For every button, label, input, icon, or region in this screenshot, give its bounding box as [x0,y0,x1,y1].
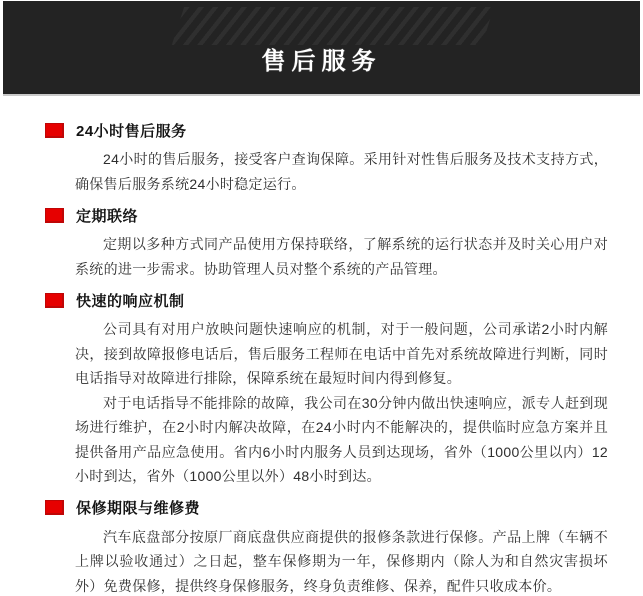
title-banner [3,1,640,96]
section-warranty-fees [45,498,608,596]
section-heading-row [45,498,608,518]
section-regular-contact [45,205,608,281]
section-heading: 快速的响应机制 [76,292,185,310]
banner-watermark [172,7,494,45]
section-heading-row [45,205,608,225]
section-heading-row [45,120,608,140]
section-paragraph: 定期以多种方式同产品使用方保持联络，了解系统的运行状态并及时关心用户对系统的进一步需求。协助管理人员对整个系统的产品管理。 [75,236,608,277]
section-paragraph: 汽车底盘部分按原厂商底盘供应商提供的报修条款进行保修。产品上牌（车辆不上牌以验收通过）之日起，整车保修期为一年，保修期内（除人为和自然灾害损坏外）免费保修，提供终身保修服务，终身负责维修、保养，配件只收成本价。 [75,528,608,594]
section-heading: 保修期限与维修费 [76,500,201,517]
section-heading: 定期联络 [76,207,139,225]
section-paragraph: 公司具有对用户放映问题快速响应的机制，对于一般问题，公司承诺2小时内解决，接到故障报修电话后，售后服务工程师在电话中首先对系统故障进行判断，同时电话指导对故障进行排除，保障系统在最短时间内得到修复。 [75,321,608,386]
red-square-bullet-icon [45,208,64,223]
after-sales-service-page [0,1,643,596]
page-title: 售后服务 [261,48,382,75]
red-square-bullet-icon [45,500,64,515]
content-area [0,96,643,596]
section-24h-service [45,120,608,196]
section-heading: 24小时售后服务 [76,122,187,140]
red-square-bullet-icon [45,293,64,308]
section-heading-row [45,290,608,310]
section-rapid-response [45,290,608,489]
section-paragraph: 24小时的售后服务，接受客户查询保障。采用针对性售后服务及技术支持方式，确保售后服务系统24小时稳定运行。 [75,151,608,192]
section-paragraph: 对于电话指导不能排除的故障，我公司在30分钟内做出快速响应，派专人赶到现场进行维护，在2小时内解决故障，在24小时内不能解决的，提供临时应急方案并且提供备用产品应急使用。省内6小时内服务人员到达现场，省外（1000公里以内）12小时到达，省外（1000公里以外）48小时到达。 [75,394,608,484]
red-square-bullet-icon [45,123,64,138]
